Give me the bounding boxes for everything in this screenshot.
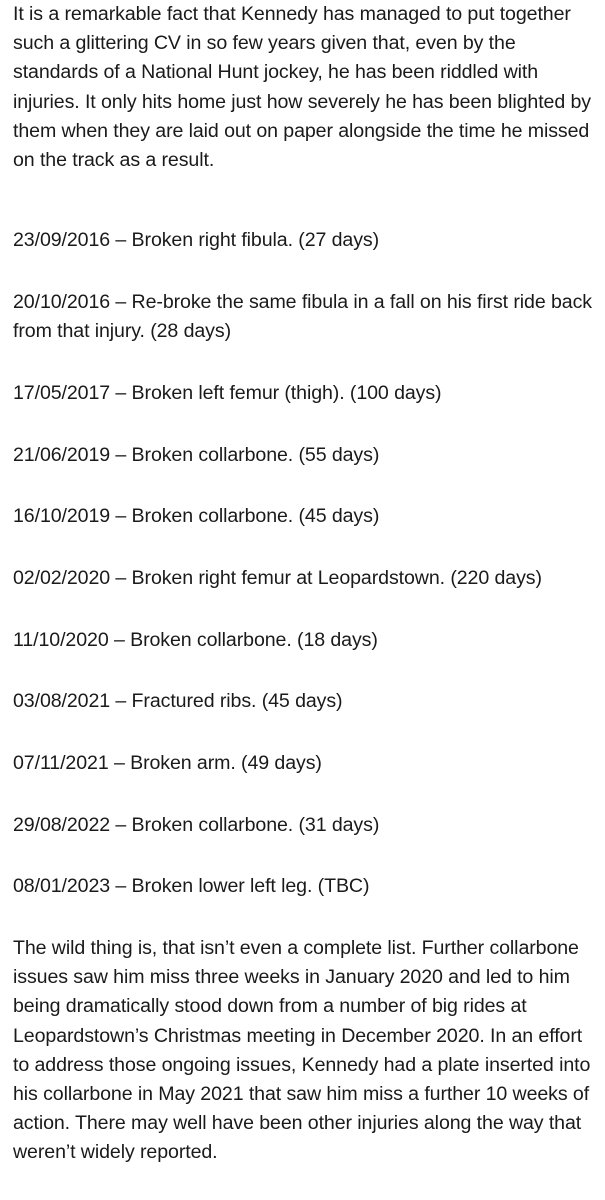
intro-paragraph: It is a remarkable fact that Kennedy has managed to put together such a glittering CV in so few years given that, even by the standards of a National Hunt jockey, he has been riddled with injuries. It only hits home just how severely he has been blighted by them when they are laid out on paper alongside the time he missed on the track as a result. — [13, 3, 591, 172]
injury-item: 23/09/2016 – Broken right fibula. (27 days) — [13, 229, 380, 251]
injury-item: 08/01/2023 – Broken lower left leg. (TBC) — [13, 875, 370, 897]
injury-item: 21/06/2019 – Broken collarbone. (55 days) — [13, 444, 380, 466]
injury-item: 20/10/2016 – Re-broke the same fibula in a fall on his first ride back from that injury. (28 days) — [13, 291, 592, 343]
injury-item: 11/10/2020 – Broken collarbone. (18 days) — [13, 629, 378, 651]
injury-item: 17/05/2017 – Broken left femur (thigh). (100 days) — [13, 382, 442, 404]
injury-item: 16/10/2019 – Broken collarbone. (45 days) — [13, 505, 380, 527]
injury-item: 07/11/2021 – Broken arm. (49 days) — [13, 752, 322, 774]
injury-item: 03/08/2021 – Fractured ribs. (45 days) — [13, 690, 343, 712]
injury-item: 02/02/2020 – Broken right femur at Leopardstown. (220 days) — [13, 567, 542, 589]
injury-item: 29/08/2022 – Broken collarbone. (31 days) — [13, 814, 380, 836]
closing-paragraph: The wild thing is, that isn’t even a complete list. Further collarbone issues saw him miss three weeks in January 2020 and led to him being dramatically stood down from a number of big rides at Leopardstown’s Christmas meeting in December 2020. In an effort to address those ongoing issues, Kennedy had a plate inserted into his collarbone in May 2021 that saw him miss a further 10 weeks of action. There may well have been other injuries along the way that weren’t widely reported. — [13, 937, 591, 1164]
